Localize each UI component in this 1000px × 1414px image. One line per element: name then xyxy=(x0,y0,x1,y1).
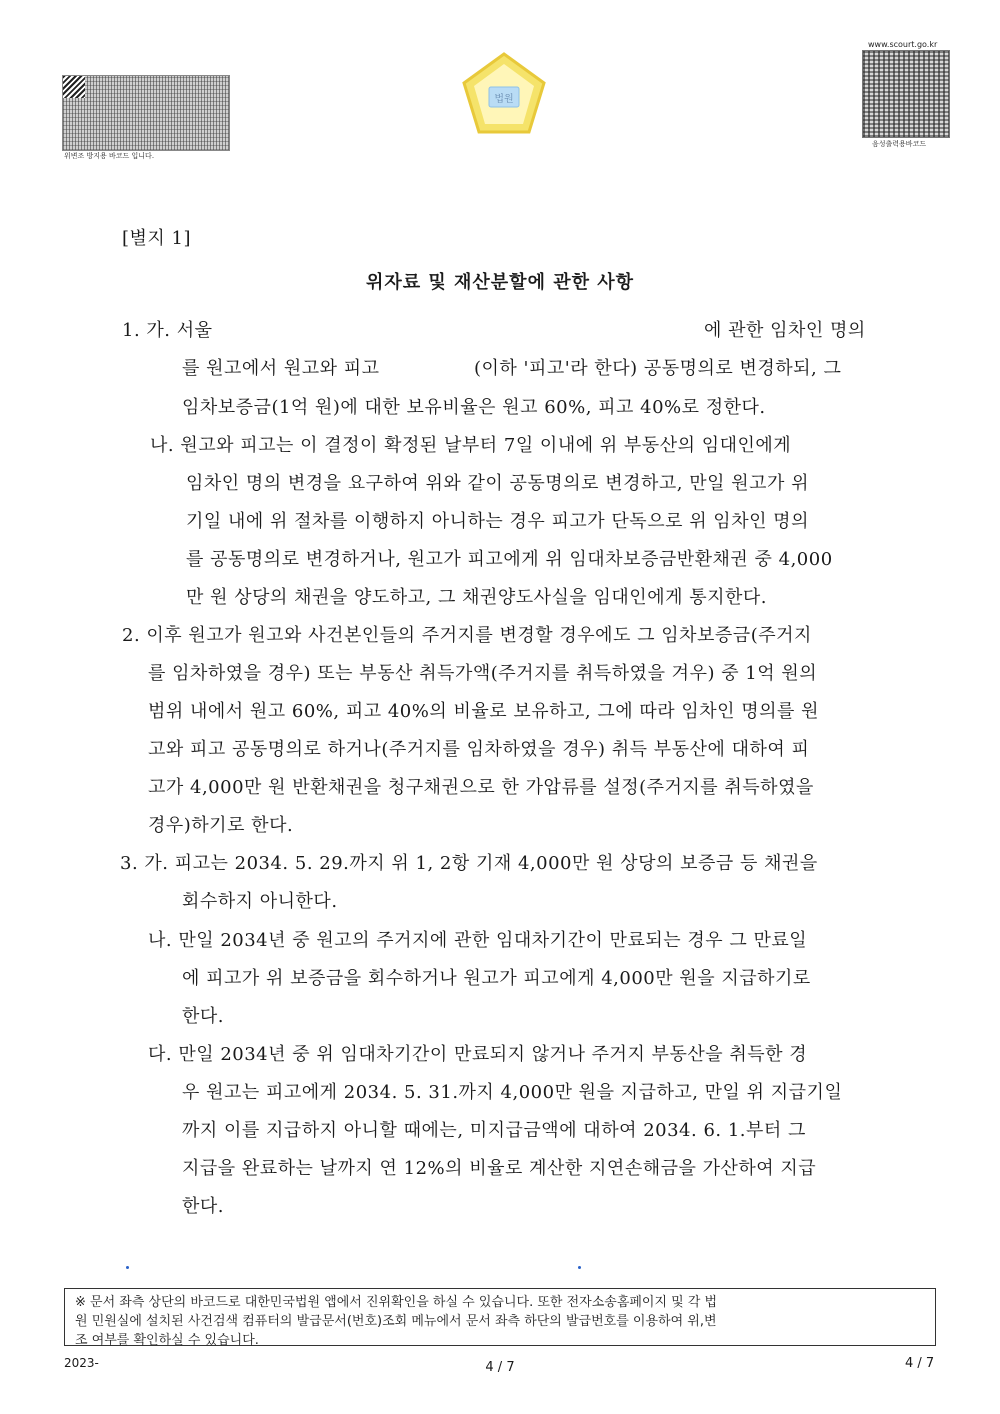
text-line: 1. 가. 서울 xyxy=(122,320,213,341)
notice-line: 조 여부를 확인하실 수 있습니다. xyxy=(75,1333,259,1348)
text-line: 고가 4,000만 원 반환채권을 청구채권으로 한 가압류를 설정(주거지를 취득하였을 xyxy=(148,777,814,798)
text-line: 고와 피고 공동명의로 하거나(주거지를 임차하였을 경우) 취득 부동산에 대하여 피 xyxy=(148,739,810,760)
text-line: 에 피고가 위 보증금을 회수하거나 원고가 피고에게 4,000만 원을 지급하기로 xyxy=(182,968,811,989)
qr-caption: 음성출력용바코드 xyxy=(872,140,927,148)
text-line: 회수하지 아니한다. xyxy=(182,891,338,912)
barcode-caption: 위변조 방지용 바코드 입니다. xyxy=(64,152,155,160)
text-line: 한다. xyxy=(182,1196,224,1217)
voice-output-qr-code xyxy=(862,50,950,138)
text-line: 다. 만일 2034년 중 위 임대차기간이 만료되지 않거나 주거지 부동산을 취득한 경 xyxy=(148,1044,808,1065)
notice-line: ※ 문서 좌측 상단의 바코드로 대한민국법원 앱에서 진위확인을 하실 수 있습니다. 또한 전자소송홈페이지 및 각 법 xyxy=(75,1295,718,1310)
scan-mark xyxy=(578,1266,581,1269)
text-line: (이하 '피고'라 한다) 공동명의로 변경하되, 그 xyxy=(474,358,842,379)
verification-notice-box xyxy=(64,1288,936,1346)
page-number-center: 4 / 7 xyxy=(485,1360,515,1375)
document-title: 위자료 및 재산분할에 관한 사항 xyxy=(365,272,635,293)
text-line: 를 임차하였을 경우) 또는 부동산 취득가액(주거지를 취득하였을 겨우) 중 1억 원의 xyxy=(148,663,818,684)
scan-mark xyxy=(126,1266,129,1269)
text-line: 를 원고에서 원고와 피고 xyxy=(182,358,380,379)
page-number-right: 4 / 7 xyxy=(905,1356,935,1371)
text-line: 나. 만일 2034년 중 원고의 주거지에 관한 임대차기간이 만료되는 경우 그 만료일 xyxy=(148,930,808,951)
text-line: 임차보증금(1억 원)에 대한 보유비율은 원고 60%, 피고 40%로 정한다. xyxy=(182,397,766,418)
text-line: 3. 가. 피고는 2034. 5. 29.까지 위 1, 2항 기재 4,000만 원 상당의 보증금 등 채권을 xyxy=(120,853,818,874)
text-line: 까지 이를 지급하지 아니할 때에는, 미지급금액에 대하여 2034. 6. 1.부터 그 xyxy=(182,1120,806,1141)
text-line: 한다. xyxy=(182,1006,224,1027)
text-line: 우 원고는 피고에게 2034. 5. 31.까지 4,000만 원을 지급하고, 만일 위 지급기일 xyxy=(182,1082,843,1103)
text-line: 범위 내에서 원고 60%, 피고 40%의 비율로 보유하고, 그에 따라 임차인 명의를 원 xyxy=(148,701,819,722)
court-emblem-logo xyxy=(458,50,550,142)
issue-number: 2023- xyxy=(64,1356,99,1370)
anti-forgery-barcode xyxy=(62,75,230,151)
svg-text:법원: 법원 xyxy=(494,94,514,105)
text-line: 2. 이후 원고가 원고와 사건본인들의 주거지를 변경할 경우에도 그 임차보증금(주거지 xyxy=(122,625,812,646)
text-line: 지급을 완료하는 날까지 연 12%의 비율로 계산한 지연손해금을 가산하여 지급 xyxy=(182,1158,817,1179)
attachment-label: [별지 1] xyxy=(122,228,191,249)
text-line: 경우)하기로 한다. xyxy=(148,815,294,836)
site-url: www.scourt.go.kr xyxy=(868,40,938,49)
text-line: 기일 내에 위 절차를 이행하지 아니하는 경우 피고가 단독으로 위 임차인 명의 xyxy=(186,511,809,532)
text-line: 임차인 명의 변경을 요구하여 위와 같이 공동명의로 변경하고, 만일 원고가 위 xyxy=(186,473,809,494)
text-line: 를 공동명의로 변경하거나, 원고가 피고에게 위 임대차보증금반환채권 중 4,000 xyxy=(186,549,833,570)
text-line: 나. 원고와 피고는 이 결정이 확정된 날부터 7일 이내에 위 부동산의 임대인에게 xyxy=(150,435,792,456)
text-line: 에 관한 임차인 명의 xyxy=(704,320,866,341)
notice-line: 원 민원실에 설치된 사건검색 컴퓨터의 발급문서(번호)조회 메뉴에서 문서 좌측 하단의 발급번호를 이용하여 위,변 xyxy=(75,1314,717,1329)
text-line: 만 원 상당의 채권을 양도하고, 그 채권양도사실을 임대인에게 통지한다. xyxy=(186,587,767,608)
